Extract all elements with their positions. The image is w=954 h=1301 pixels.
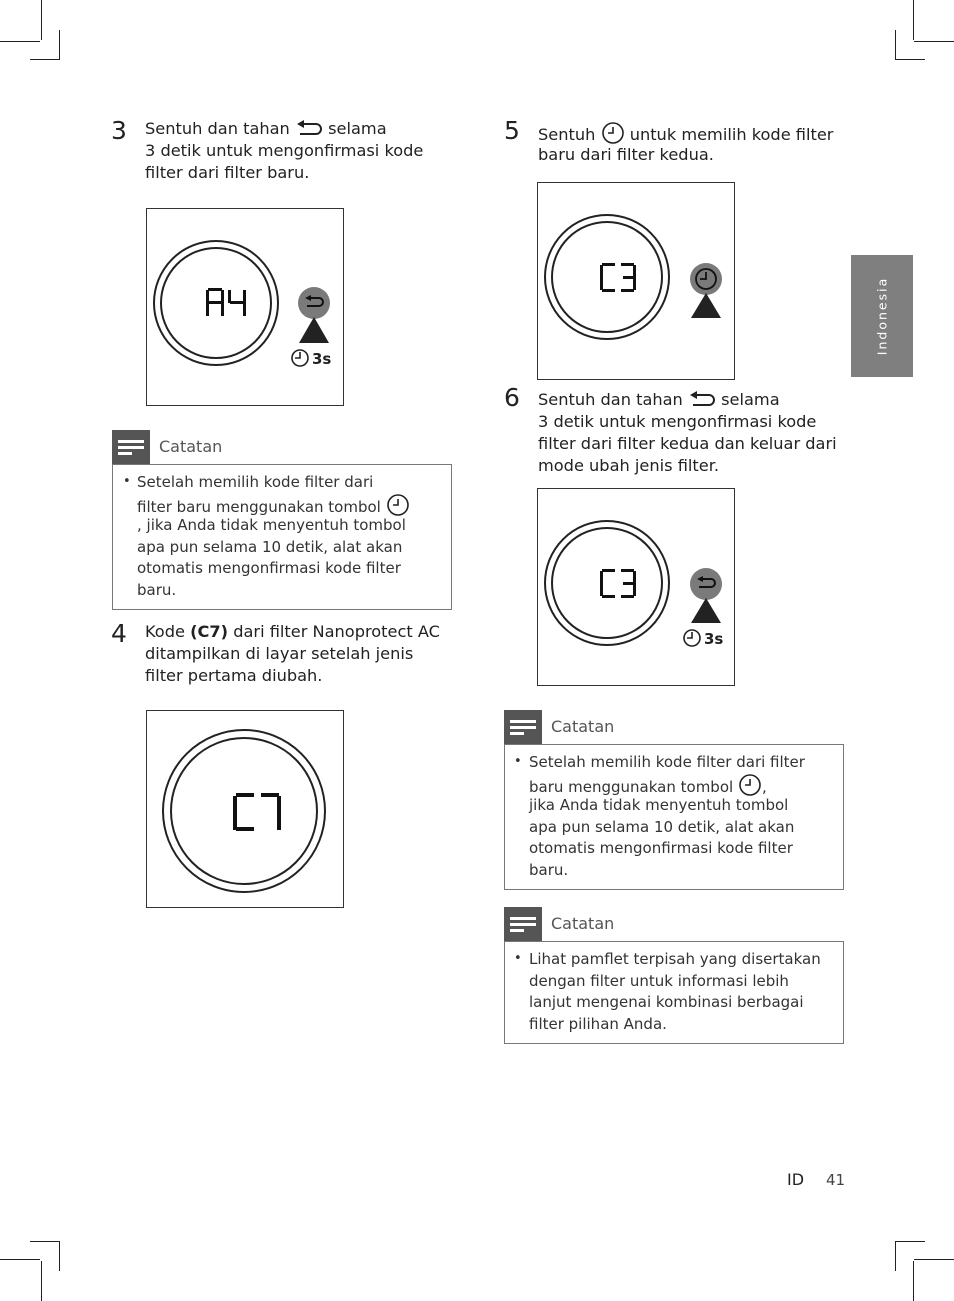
crop-mark — [913, 0, 914, 40]
crop-mark — [41, 0, 42, 40]
crop-mark — [41, 1261, 42, 1301]
clock-icon — [292, 350, 308, 366]
crop-mark — [30, 59, 60, 60]
step-5 — [504, 118, 849, 168]
note-header-icon — [504, 907, 542, 941]
step-number: 3 — [111, 116, 127, 145]
crop-mark — [914, 41, 954, 42]
note-title: Catatan — [159, 437, 223, 456]
display-diagram-c3 — [537, 182, 735, 380]
press-arrow-icon — [299, 317, 329, 343]
display-diagram-c3-confirm — [537, 488, 735, 686]
display-diagram-c7 — [146, 710, 344, 908]
hold-duration: 3s — [704, 630, 724, 648]
clock-icon — [386, 494, 410, 516]
crop-mark — [30, 1241, 60, 1242]
note-bullet: • — [123, 474, 131, 489]
crop-mark — [895, 30, 896, 60]
display-diagram-a4 — [146, 208, 344, 406]
note-header-icon — [112, 430, 150, 464]
crop-mark — [59, 30, 60, 60]
language-tab — [851, 255, 913, 377]
step-text: Sentuh dan tahan selama 3 detik untuk mengonfirmasi kode filter dari filter baru. — [145, 119, 424, 182]
display-code-c3 — [600, 263, 636, 292]
filter-code: (C7) — [190, 622, 229, 641]
step-number: 5 — [504, 116, 520, 145]
note-title: Catatan — [551, 717, 615, 736]
return-button-icon — [690, 568, 722, 600]
step-number: 6 — [504, 383, 520, 412]
crop-mark — [895, 1241, 925, 1242]
return-arrow-icon — [295, 120, 323, 138]
page-number: 41 — [826, 1171, 846, 1189]
display-code-c7 — [233, 793, 281, 831]
clock-icon — [601, 122, 625, 144]
note-body: Lihat pamflet terpisah yang disertakan dengan filter untuk informasi lebih lanjut mengenai kombinasi berbagai filter pilihan Anda. — [529, 950, 821, 1033]
step-text: Kode (C7) dari filter Nanoprotect AC ditampilkan di layar setelah jenis filter pertama diubah. — [145, 622, 440, 685]
note-bullet: • — [514, 754, 522, 769]
step-text: Sentuh untuk memilih kode filter baru dari filter kedua. — [538, 122, 833, 166]
crop-mark — [59, 1241, 60, 1271]
return-arrow-icon — [688, 391, 716, 409]
clock-button-icon — [690, 263, 722, 295]
crop-mark — [914, 1259, 954, 1260]
step-3 — [111, 118, 456, 188]
language-tab-label: Indonesia — [874, 276, 890, 356]
note-body: Setelah memilih kode filter dari filter baru menggunakan tombol , jika Anda tidak menyentuh tombol apa pun selama 10 detik, alat akan otomatis mengonfirmasi kode filter baru. — [529, 753, 805, 879]
press-arrow-icon — [691, 293, 721, 318]
hold-duration: 3s — [312, 350, 332, 368]
clock-icon — [684, 630, 700, 646]
note-title: Catatan — [551, 914, 615, 933]
crop-mark — [0, 41, 40, 42]
crop-mark — [895, 59, 925, 60]
footer-language-code: ID — [787, 1170, 805, 1189]
crop-mark — [0, 1259, 40, 1260]
crop-mark — [895, 1241, 896, 1271]
crop-mark — [913, 1261, 914, 1301]
clock-icon — [738, 774, 762, 796]
note-lines-icon — [504, 907, 542, 941]
display-code-a4 — [206, 288, 246, 316]
step-text: Sentuh dan tahan selama 3 detik untuk mengonfirmasi kode filter dari filter kedua dan keluar dari mode ubah jenis filter. — [538, 390, 837, 475]
note-lines-icon — [504, 710, 542, 744]
note-header-icon — [504, 710, 542, 744]
note-body: Setelah memilih kode filter dari filter baru menggunakan tombol , jika Anda tidak menyentuh tombol apa pun selama 10 detik, alat akan otomatis mengonfirmasi kode filter baru. — [137, 472, 410, 601]
note-bullet: • — [514, 951, 522, 966]
step-4 — [111, 621, 456, 691]
press-arrow-icon — [691, 598, 721, 623]
return-button-icon — [298, 287, 330, 319]
display-code-c3 — [600, 569, 636, 598]
note-lines-icon — [112, 430, 150, 464]
step-number: 4 — [111, 619, 127, 648]
step-6 — [504, 385, 849, 475]
